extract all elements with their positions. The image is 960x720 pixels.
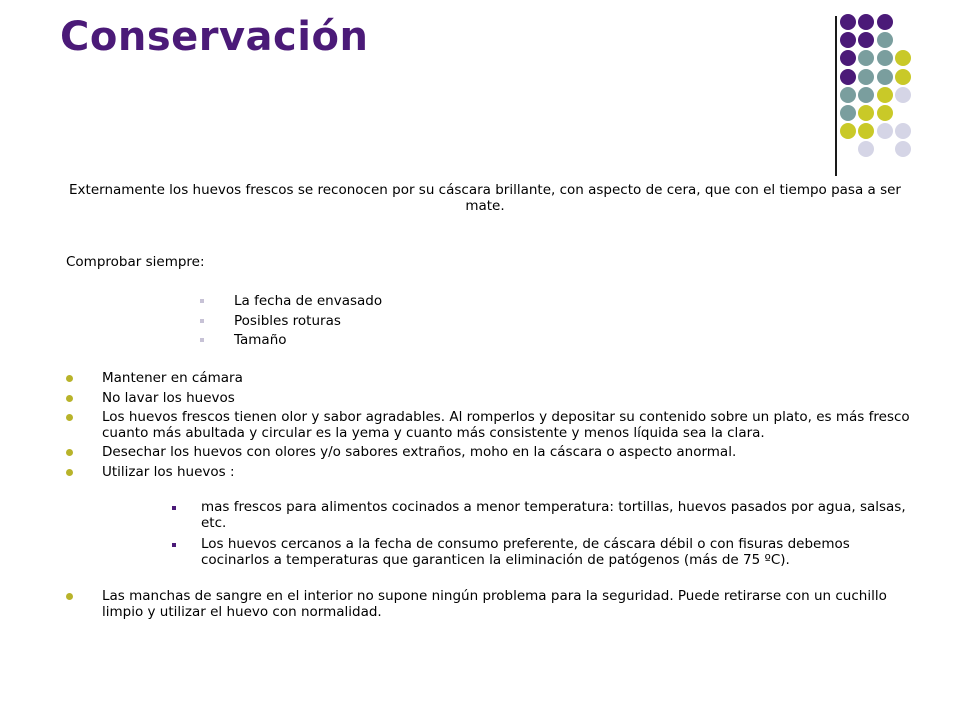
bullet-square-icon	[172, 506, 176, 510]
decorative-dot	[895, 123, 911, 139]
list-item	[66, 465, 916, 481]
sub-list-item-text: mas frescos para alimentos cocinados a menor temperatura: tortillas, huevos pasados por agua, salsas, etc.	[201, 499, 906, 531]
tips-list	[66, 371, 916, 484]
check-item	[200, 312, 382, 332]
bullet-dot-icon	[66, 449, 73, 456]
list-item-text: Desechar los huevos con olores y/o sabores extraños, moho en la cáscara o aspecto anormal.	[102, 444, 737, 460]
decorative-dot	[858, 32, 874, 48]
bullet-square-icon	[200, 338, 204, 342]
check-list	[200, 292, 382, 351]
decorative-dot	[877, 123, 893, 139]
decorative-dot	[840, 14, 856, 30]
final-list	[66, 589, 916, 624]
bullet-square-icon	[172, 543, 176, 547]
list-item	[66, 410, 916, 441]
list-item-text: No lavar los huevos	[102, 389, 235, 406]
sub-list-item	[172, 500, 920, 531]
intro-paragraph: Externamente los huevos frescos se reconocen por su cáscara brillante, con aspecto de cera, que con el tiempo pasa a ser mate.	[69, 182, 901, 214]
list-item	[66, 371, 916, 387]
decorative-dot	[895, 141, 911, 157]
decorative-dot	[877, 14, 893, 30]
list-item-text: Utilizar los huevos :	[102, 463, 235, 480]
decorative-dot	[840, 105, 856, 121]
decorative-dot	[858, 50, 874, 66]
bullet-dot-icon	[66, 593, 73, 600]
bullet-dot-icon	[66, 469, 73, 476]
decorative-dot	[840, 50, 856, 66]
bullet-dot-icon	[66, 395, 73, 402]
list-item-text: Las manchas de sangre en el interior no supone ningún problema para la seguridad. Puede retirarse con un cuchillo limpio y utilizar el huevo con normalidad.	[102, 588, 887, 620]
decorative-dot	[858, 123, 874, 139]
bullet-square-icon	[200, 319, 204, 323]
decorative-dot	[877, 87, 893, 103]
decorative-dot	[895, 87, 911, 103]
sub-list-item	[172, 537, 920, 568]
check-heading: Comprobar siempre:	[66, 254, 205, 270]
usage-sublist	[172, 500, 920, 574]
bullet-dot-icon	[66, 375, 73, 382]
bullet-square-icon	[200, 299, 204, 303]
decorative-dot	[840, 69, 856, 85]
check-item-label: La fecha de envasado	[234, 293, 383, 309]
list-item	[66, 589, 916, 620]
decorative-dot	[858, 69, 874, 85]
list-item-text: Los huevos frescos tienen olor y sabor agradables. Al romperlos y depositar su contenido sobre un plato, es más fresco cuanto más abultada y circular es la yema y cuanto más consistente y menos líquida sea la clara.	[102, 409, 910, 441]
decorative-dot	[858, 14, 874, 30]
check-item-label: Posibles roturas	[234, 312, 341, 329]
list-item-text: Mantener en cámara	[102, 370, 243, 386]
decorative-dot	[877, 50, 893, 66]
list-item	[66, 445, 916, 461]
decorative-dot	[840, 123, 856, 139]
check-item	[200, 331, 382, 351]
decorative-dot	[840, 32, 856, 48]
decorative-dot	[840, 87, 856, 103]
decorative-dot	[858, 105, 874, 121]
decorative-dot	[895, 69, 911, 85]
check-item	[200, 292, 382, 312]
list-item	[66, 391, 916, 407]
decorative-dot	[877, 32, 893, 48]
decorative-divider	[835, 16, 837, 176]
decorative-dot	[858, 141, 874, 157]
check-item-label: Tamaño	[234, 332, 287, 348]
decorative-dot	[877, 105, 893, 121]
decorative-dot	[858, 87, 874, 103]
decorative-dot	[877, 69, 893, 85]
page-title: Conservación	[60, 14, 369, 60]
bullet-dot-icon	[66, 414, 73, 421]
sub-list-item-text: Los huevos cercanos a la fecha de consumo preferente, de cáscara débil o con fisuras debemos cocinarlos a temperaturas que garanticen la eliminación de patógenos (más de 75 ºC).	[201, 536, 850, 568]
decorative-dot	[895, 50, 911, 66]
